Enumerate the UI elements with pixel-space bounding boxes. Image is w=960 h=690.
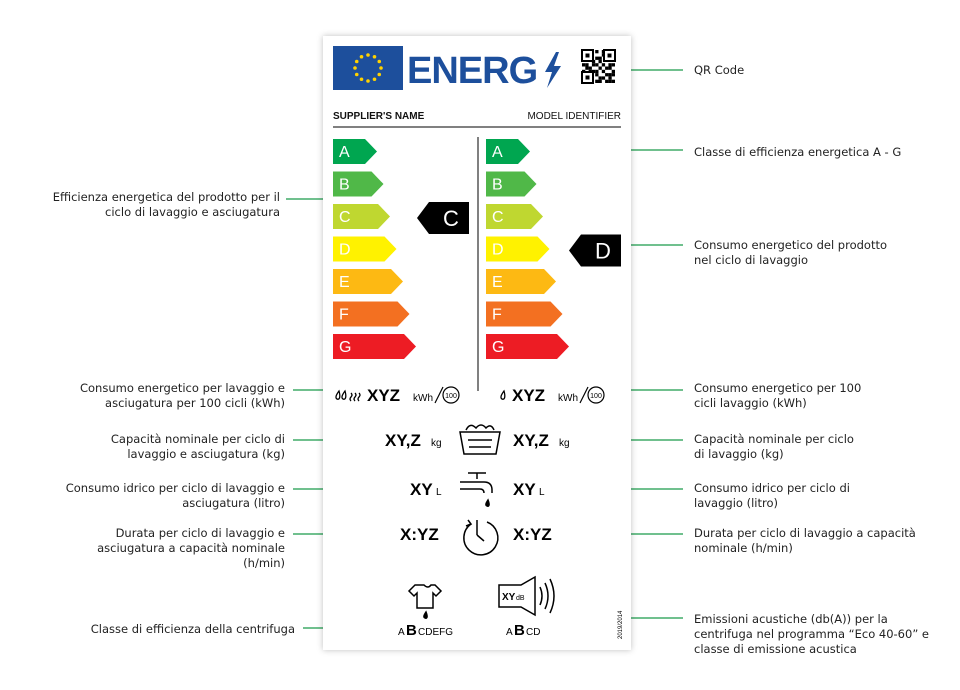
water-drop-icon (336, 391, 340, 399)
class-letter-left-b: B (339, 176, 350, 194)
noise-class-prefix: A (506, 627, 513, 638)
class-letter-right-d: D (492, 241, 504, 259)
annotation-spin-class: Classe di efficienza della centrifuga (90, 622, 295, 636)
metrics-rows (323, 416, 631, 566)
annotation-duration-wash-dry: Durata per ciclo di lavaggio e asciugatura a capacità nominale (h/min) (97, 526, 285, 570)
annotation-energy-wash-dry-100: Consumo energetico per lavaggio e asciugatura per 100 cicli (kWh) (79, 381, 285, 410)
spin-class-highlight: B (406, 622, 417, 639)
qr-code-icon (582, 50, 615, 83)
noise-value: XY (502, 592, 516, 603)
clock-icon (464, 520, 498, 555)
annotation-water-wash: Consumo idrico per ciclo di lavaggio (litro) (694, 481, 850, 510)
energy-value-left: XYZ (367, 386, 401, 405)
class-letter-right-a: A (492, 144, 503, 161)
energy-value-right: XYZ (512, 386, 546, 405)
spin-class-prefix: A (398, 627, 405, 638)
water-unit-right: L (539, 487, 545, 498)
supplier-name: SUPPLIER'S NAME (333, 111, 425, 122)
annotation-energy-wash: Consumo energetico del prodotto nel ciclo di lavaggio (694, 238, 888, 267)
energy-word: ENERG (407, 50, 538, 92)
capacity-unit-right: kg (559, 438, 570, 449)
cycles-left: 100 (445, 393, 457, 400)
energy-consumption-row (323, 371, 631, 411)
class-letter-right-c: C (492, 209, 504, 226)
cycles-right: 100 (590, 393, 602, 400)
water-tap-icon (460, 473, 492, 506)
class-letter-left-d: D (339, 241, 351, 259)
class-scale-right (486, 139, 569, 359)
spin-class-rest: CDEFG (418, 627, 453, 638)
water-drop-icon-right (501, 391, 505, 399)
noise-class-rest: CD (526, 627, 541, 638)
rating-marker-right (569, 235, 621, 267)
water-value-right: XY (513, 480, 536, 499)
label-header (323, 36, 631, 106)
annotation-noise: Emissioni acustiche (db(A)) per la centrifuga nel programma “Eco 40-60” e classe di emissione acustica (694, 612, 930, 656)
energy-unit-right: kWh (558, 393, 578, 404)
annotation-capacity-wash: Capacità nominale per ciclo di lavaggio (kg) (694, 432, 854, 461)
noise-unit: dB (516, 595, 525, 602)
capacity-value-right: XY,Z (513, 431, 549, 450)
energy-unit-left: kWh (413, 393, 433, 404)
annotation-energy-wash-100: Consumo energetico per 100 cicli lavaggio (kWh) (694, 381, 862, 410)
regulation-code: 2019/2014 (618, 610, 624, 639)
lightning-icon (545, 52, 561, 88)
annotation-class-scale: Classe di efficienza energetica A - G (694, 145, 902, 159)
class-letter-right-e: E (492, 274, 503, 291)
water-unit-left: L (436, 487, 442, 498)
annotation-eff-wash-dry: Efficienza energetica del prodotto per il ciclo di lavaggio e asciugatura (52, 190, 280, 219)
annotation-duration-wash: Durata per ciclo di lavaggio a capacità nominale (h/min) (694, 526, 916, 555)
bottom-icons (323, 571, 631, 651)
class-scales (323, 121, 631, 391)
eu-flag (333, 46, 403, 90)
annotation-water-wash-dry: Consumo idrico per ciclo di lavaggio e asciugatura (litro) (65, 481, 285, 510)
spin-tshirt-icon (409, 585, 441, 618)
class-letter-right-f: F (492, 306, 502, 324)
rating-letter-left: C (443, 206, 459, 231)
model-identifier: MODEL IDENTIFIER (527, 111, 621, 122)
capacity-value-left: XY,Z (385, 431, 421, 450)
rating-letter-right: D (595, 238, 611, 264)
duration-value-left: X:YZ (400, 525, 439, 544)
laundry-basket-icon (460, 425, 500, 454)
class-letter-left-c: C (339, 209, 351, 226)
heat-icon (350, 393, 360, 401)
class-scale-left (333, 139, 416, 359)
annotation-capacity-wash-dry: Capacità nominale per ciclo di lavaggio e asciugatura (kg) (110, 432, 285, 461)
energy-label (323, 36, 631, 650)
annotation-qr: QR Code (694, 63, 745, 77)
class-letter-left-a: A (339, 144, 350, 161)
water-drop-icon-2 (342, 391, 346, 399)
rating-marker-left (417, 202, 469, 234)
class-letter-left-f: F (339, 306, 349, 324)
capacity-unit-left: kg (431, 438, 442, 449)
noise-class-highlight: B (514, 622, 525, 639)
class-letter-left-g: G (339, 339, 352, 356)
water-value-left: XY (410, 480, 433, 499)
class-letter-right-g: G (492, 339, 505, 356)
class-letter-right-b: B (492, 176, 503, 194)
class-letter-left-e: E (339, 274, 350, 291)
duration-value-right: X:YZ (513, 525, 552, 544)
